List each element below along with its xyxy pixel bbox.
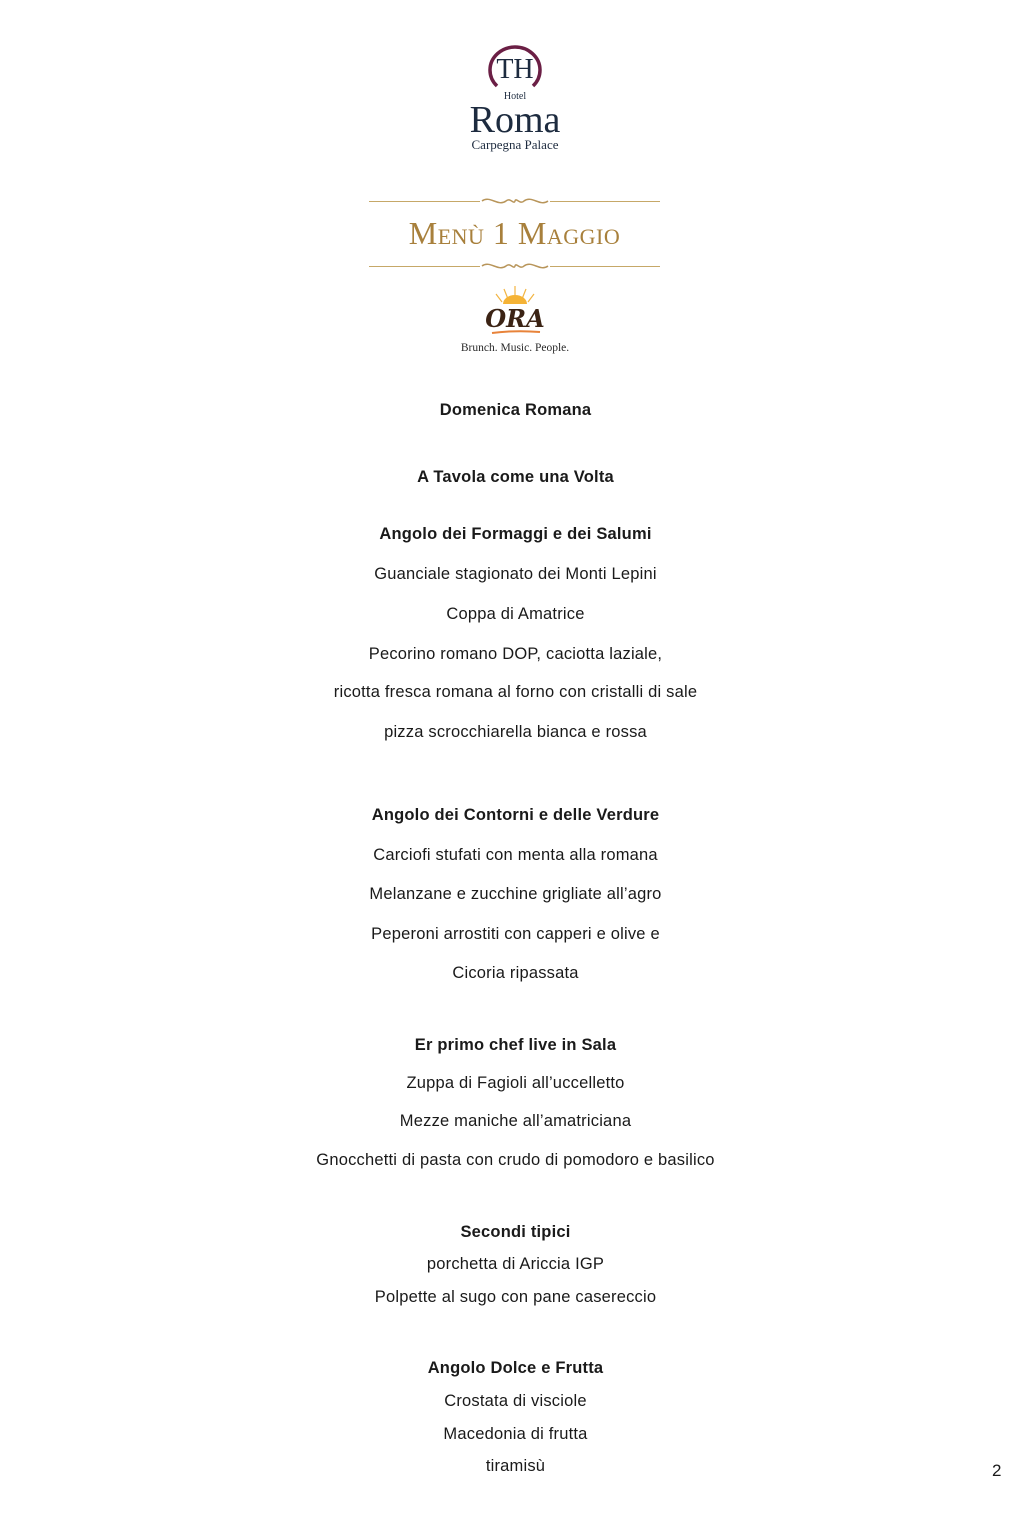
menu-item: Guanciale stagionato dei Monti Lepini — [374, 565, 657, 583]
logo-subtitle: Carpegna Palace — [471, 137, 559, 152]
section-title: Er primo chef live in Sala — [414, 1036, 617, 1054]
section-title: Angolo dei Formaggi e dei Salumi — [379, 525, 652, 543]
menu-subheading: A Tavola come una Volta — [417, 468, 614, 486]
menu-item: Pecorino romano DOP, caciotta laziale, — [368, 645, 663, 663]
ornament-icon — [480, 195, 550, 207]
ora-logo-text: ORA — [485, 304, 545, 333]
menu-item: Zuppa di Fagioli all’uccelletto — [406, 1074, 625, 1092]
menu-item: Cicoria ripassata — [452, 964, 579, 982]
menu-item: Melanzane e zucchine grigliate all’agro — [369, 885, 662, 903]
menu-item: Mezze maniche all’amatriciana — [399, 1112, 632, 1130]
logo-hotel-text: Hotel — [503, 91, 527, 102]
menu-item: pizza scrocchiarella bianca e rossa — [384, 723, 647, 741]
menu-item: Crostata di visciole — [444, 1392, 587, 1410]
ora-logo — [470, 284, 560, 336]
ora-tagline: Brunch. Music. People. — [460, 342, 570, 354]
menu-item: Coppa di Amatrice — [446, 605, 585, 623]
menu-item: Polpette al sugo con pane casereccio — [374, 1288, 657, 1306]
menu-item: Peperoni arrostiti con capperi e olive e — [371, 925, 660, 943]
menu-item: Carciofi stufati con menta alla romana — [373, 846, 658, 864]
logo-name: Roma — [469, 99, 561, 141]
menu-heading: Domenica Romana — [439, 401, 592, 419]
hotel-logo-ring-icon — [485, 40, 545, 90]
menu-item: porchetta di Ariccia IGP — [426, 1255, 605, 1273]
section-title: Angolo Dolce e Frutta — [427, 1359, 604, 1377]
section-title: Secondi tipici — [460, 1223, 571, 1241]
menu-item: Macedonia di frutta — [443, 1425, 588, 1443]
section-title: Angolo dei Contorni e delle Verdure — [371, 806, 660, 824]
ornament-icon — [480, 260, 550, 272]
menu-item: ricotta fresca romana al forno con cristalli di sale — [333, 683, 698, 701]
page-number: 2 — [992, 1461, 1002, 1480]
logo-monogram: TH — [496, 54, 534, 85]
menu-item: Gnocchetti di pasta con crudo di pomodoro e basilico — [316, 1151, 715, 1169]
menu-title: Menù 1 Maggio — [408, 215, 621, 251]
menu-item: tiramisù — [485, 1457, 546, 1475]
